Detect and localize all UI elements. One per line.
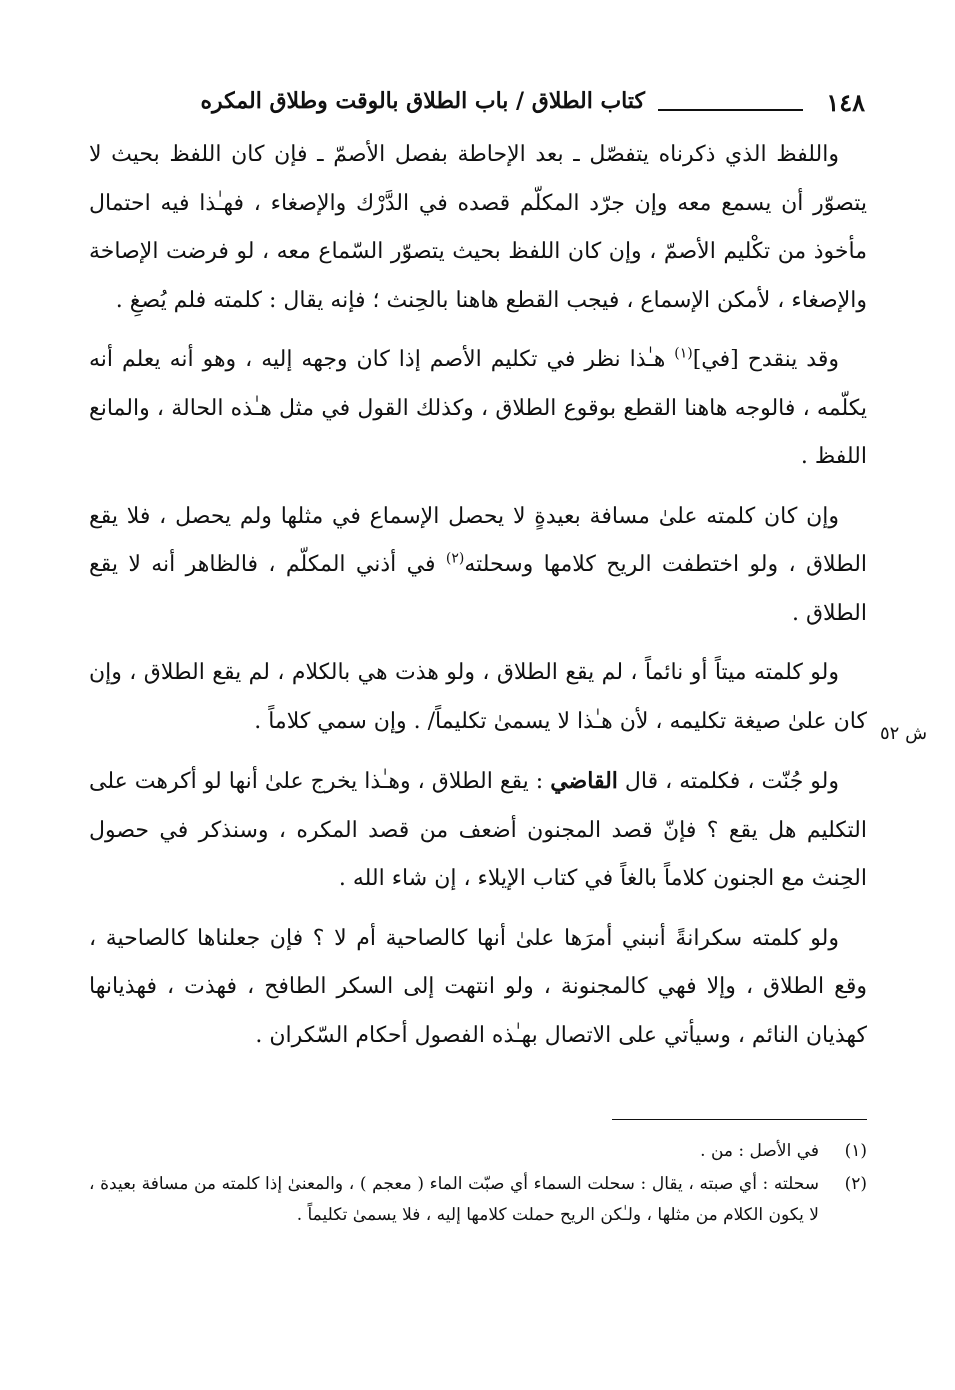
footnote-2 <box>89 1169 867 1231</box>
running-title: كتاب الطلاق / باب الطلاق بالوقت وطلاق المكره <box>200 88 645 114</box>
main-text <box>89 131 867 1071</box>
paragraph-2-part-a: وقد ينقدح [في] <box>692 347 839 372</box>
paragraph-3-part-b: في أذني المكلّم ، فالظاهر أنه لا يقع الطلاق . <box>89 552 867 626</box>
paragraph-3 <box>89 493 867 639</box>
footnote-1 <box>89 1136 867 1167</box>
paragraph-5 <box>89 757 867 904</box>
footnote-ref-1[interactable]: (١) <box>674 345 693 362</box>
paragraph-5-part-b: : يقع الطلاق ، وهـٰذا يخرج علىٰ أنها لو أكرهت على التكليم هل يقع ؟ فإنّ قصد المجنون أضعف من قصد المكره ، وسنذكر في حصول الحِنث مع الجنون كلاماً بالغاً في كتاب الإيلاء ، إن شاء الله . <box>89 769 867 891</box>
running-header <box>95 82 865 122</box>
header-rule <box>658 109 803 111</box>
footnote-ref-2[interactable]: (٢) <box>445 550 465 567</box>
paragraph-5-part-a: ولو جُنّت ، فكلمته ، قال <box>617 769 839 794</box>
margin-manuscript-marker: ش ٥٢ <box>880 723 928 744</box>
footnote-2-number: (٢) <box>844 1174 867 1194</box>
footnote-1-number: (١) <box>844 1141 867 1161</box>
footnotes <box>89 1136 867 1233</box>
footnote-separator <box>612 1119 867 1120</box>
paragraph-2 <box>89 336 867 482</box>
page-number: ١٤٨ <box>826 88 865 117</box>
paragraph-4: ولو كلمته ميتاً أو نائماً ، لم يقع الطلاق ، ولو هذت هي بالكلام ، لم يقع الطلاق ، وإن كان علىٰ صيغة تكليمه ، لأن هـٰذا لا يسمىٰ تكليماً/ . وإن سمي كلاماً . <box>89 660 867 734</box>
paragraph-6: ولو كلمته سكرانةً أنبني أمرَها علىٰ أنها كالصاحية أم لا ؟ فإن جعلناها كالصاحية ، وقع الطلاق ، وإلا فهي كالمجنونة ، ولو انتهت إلى السكر الطافح ، فهذت ، فهذيانها كهذيان النائم ، وسيأتي على الاتصال بهـٰذه الفصول أحكام السّكران . <box>89 925 867 1048</box>
paragraph-2-part-b: هـٰذا نظر في تكليم الأصم إذا كان وجهه إليه ، وهو أنه يعلم أنه يكلّمه ، فالوجه هاهنا القطع بوقوع الطلاق ، وكذلك القول في مثل هـٰذه الحالة ، والمانع اللفظ . <box>89 347 867 469</box>
paragraph-1: واللفظ الذي ذكرناه يتفصّل ـ بعد الإحاطة بفصل الأصمّ ـ فإن كان اللفظ بحيث لا يتصوّر أن يسمع معه وإن جرّد المكلّم قصده في الدَّرْك والإصغاء ، فهـٰذا فيه احتمال مأخوذ من تكْليم الأصمّ ، وإن كان اللفظ بحيث يتصوّر السّماع معه ، لو فرضت الإصاخة والإصغاء ، لأمكن الإسماع ، فيجب القطع هاهنا بالحِنث ؛ فإنه يقال : كلمته فلم يُصغِ . <box>89 142 867 313</box>
cited-scholar-name: القاضي <box>550 768 618 794</box>
footnote-2-text: سحلته : أي صبته ، يقال : سحلت السماء أي صبّت الماء ( معجم ) ، والمعنىٰ إذا كلمته من مسافة بعيدة ، لا يكون الكلام من مثلها ، ولـٰكن الريح حملت كلامها إليه ، فلا يسمىٰ تكليماً . <box>89 1174 819 1225</box>
footnote-1-text: في الأصل : من . <box>700 1141 819 1161</box>
paragraph-3-part-a: وإن كان كلمته علىٰ مسافة بعيدةٍ لا يحصل الإسماع في مثلها ولم يحصل ، فلا يقع الطلاق ، ولو اختطفت الريح كلامها وسحلته <box>89 503 868 577</box>
